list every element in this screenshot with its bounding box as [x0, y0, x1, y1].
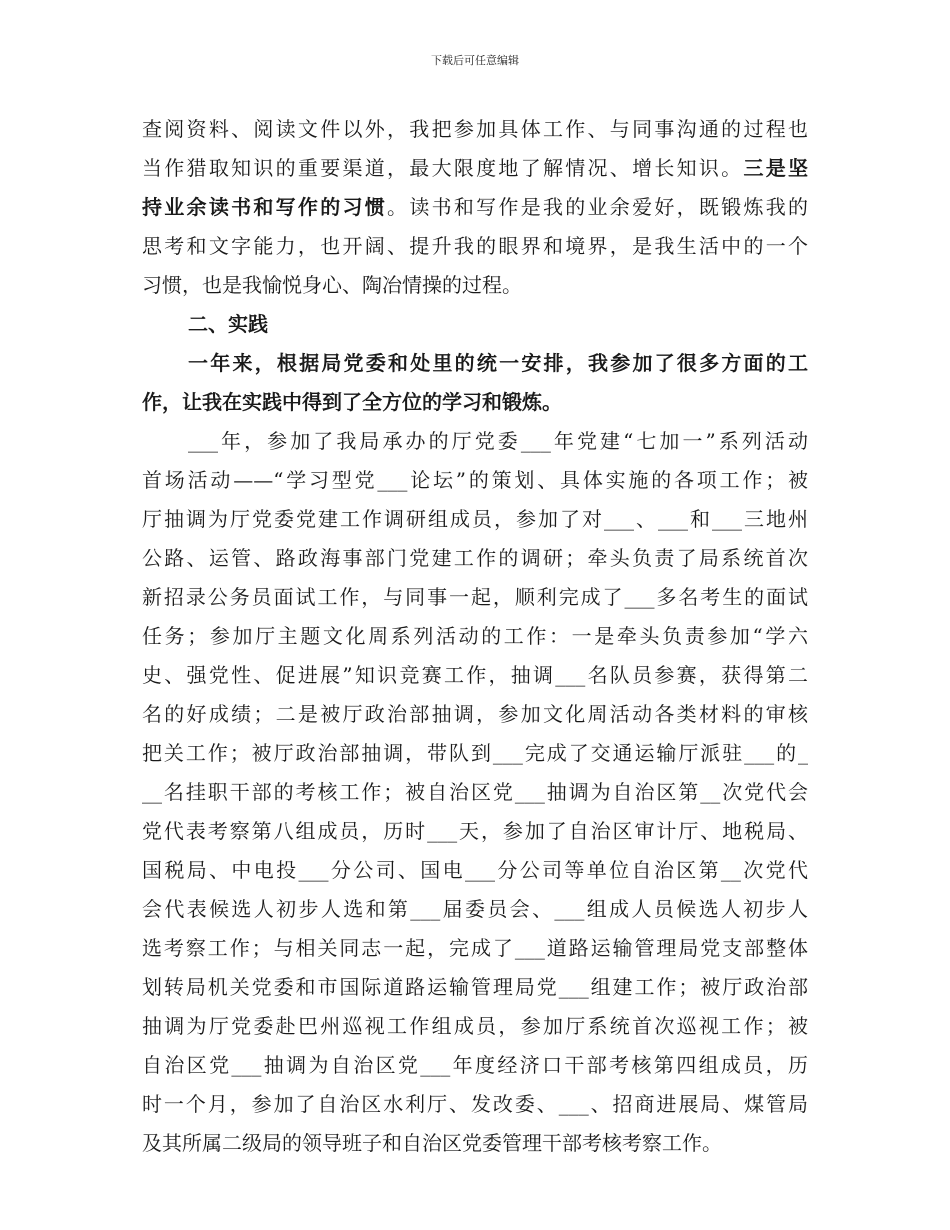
text-line: 习惯，也是我愉悦身心、陶冶情操的过程。: [142, 273, 522, 297]
text-line: 划转局机关党委和市国际道路运输管理局党___组建工作；被厅政治部: [142, 975, 808, 999]
text-line: 把关工作；被厅政治部抽调，带队到___完成了交通运输厅派驻___的_: [142, 741, 808, 765]
section-heading: 二、实践: [188, 312, 268, 336]
page-header: 下载后可任意编辑: [431, 54, 519, 67]
bold-text-span: 持业余读书和写作的习惯: [142, 195, 388, 219]
text-line: 思考和文字能力，也开阔、提升我的眼界和境界，是我生活中的一个: [142, 234, 808, 258]
text-line: 国税局、中电投___分公司、国电___分公司等单位自治区第__次党代: [142, 858, 808, 882]
text-line: 自治区党___抽调为自治区党___年度经济口干部考核第四组成员，历: [142, 1053, 808, 1077]
text-line: 及其所属二级局的领导班子和自治区党委管理干部考核考察工作。: [142, 1131, 722, 1155]
text-line: 党代表考察第八组成员，历时___天，参加了自治区审计厅、地税局、: [142, 819, 808, 843]
text-line: 任务；参加厅主题文化周系列活动的工作：一是牵头负责参加“学六: [142, 624, 808, 648]
text-span: 。读书和写作是我的业余爱好，既锻炼我的: [387, 195, 808, 219]
bold-paragraph-line: 作，让我在实践中得到了全方位的学习和锻炼。: [142, 390, 562, 414]
text-line: [142, 149, 808, 188]
text-line: 公路、运管、路政海事部门党建工作的调研；牵头负责了局系统首次: [142, 546, 808, 570]
text-line: 时一个月，参加了自治区水利厅、发改委、___、招商进展局、煤管局: [142, 1092, 808, 1116]
document-body: [142, 110, 808, 1163]
bold-text-span: 三是坚: [743, 156, 808, 180]
text-line: 抽调为厅党委赴巴州巡视工作组成员，参加厅系统首次巡视工作；被: [142, 1014, 808, 1038]
text-line: 首场活动——“学习型党___论坛”的策划、具体实施的各项工作；被: [142, 468, 808, 492]
text-line: __名挂职干部的考核工作；被自治区党___抽调为自治区第__次党代会: [142, 780, 808, 804]
text-line: 厅抽调为厅党委党建工作调研组成员，参加了对___、___和___三地州: [142, 507, 808, 531]
bold-paragraph-line: 一年来，根据局党委和处里的统一安排，我参加了很多方面的工: [188, 351, 808, 375]
text-line: 会代表候选人初步人选和第___届委员会、___组成人员候选人初步人: [142, 897, 808, 921]
text-line: ___年，参加了我局承办的厅党委___年党建“七加一”系列活动: [188, 429, 808, 453]
text-line: [142, 188, 808, 227]
text-line: 选考察工作；与相关同志一起，完成了___道路运输管理局党支部整体: [142, 936, 808, 960]
text-line: 名的好成绩；二是被厅政治部抽调，参加文化周活动各类材料的审核: [142, 702, 808, 726]
text-line: 查阅资料、阅读文件以外，我把参加具体工作、与同事沟通的过程也: [142, 117, 808, 141]
text-line: 史、强党性、促进展”知识竞赛工作，抽调___名队员参赛，获得第二: [142, 663, 808, 687]
text-span: 当作猎取知识的重要渠道，最大限度地了解情况、增长知识。: [142, 156, 744, 180]
text-line: 新招录公务员面试工作，与同事一起，顺利完成了___多名考生的面试: [142, 585, 808, 609]
